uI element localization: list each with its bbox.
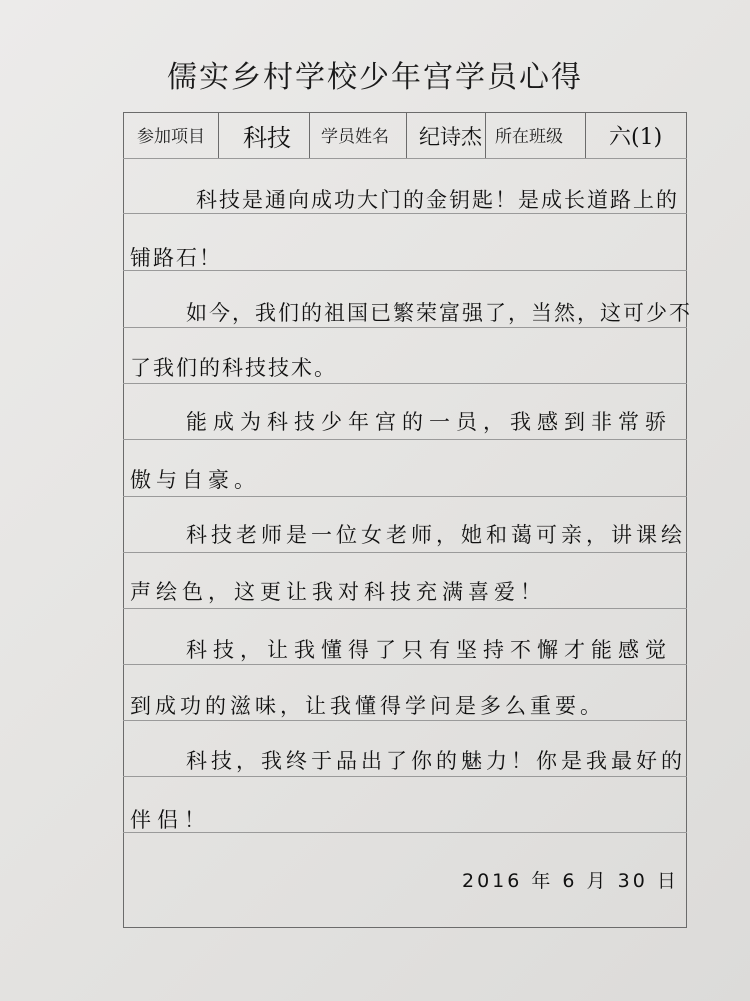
header-row: [123, 112, 685, 158]
header-divider: [585, 112, 586, 158]
ruled-line: [123, 608, 687, 609]
class-label: 所在班级: [495, 127, 563, 147]
project-label: 参加项目: [137, 127, 205, 147]
header-divider: [218, 112, 219, 158]
name-label: 学员姓名: [321, 127, 389, 147]
essay-date: 2016 年 6 月 30 日: [462, 870, 679, 892]
essay-line-10: 到成功的滋味，让我懂得学问是多么重要。: [130, 694, 605, 718]
ruled-line: [123, 383, 687, 384]
project-value: 科技: [243, 124, 291, 152]
ruled-line: [123, 158, 687, 159]
essay-line-6: 傲与自豪。: [130, 468, 260, 492]
ruled-line: [123, 720, 687, 721]
header-divider: [485, 112, 486, 158]
essay-line-3: 如今，我们的祖国已繁荣富强了，当然，这可少不: [186, 301, 692, 325]
ruled-line: [123, 439, 687, 440]
header-divider: [309, 112, 310, 158]
ruled-line: [123, 496, 687, 497]
essay-line-4: 了我们的科技技术。: [130, 356, 337, 380]
essay-line-9: 科技，让我懂得了只有坚持不懈才能感觉: [186, 638, 672, 662]
page-title: 儒实乡村学校少年宫学员心得: [167, 60, 583, 95]
essay-line-11: 科技，我终于品出了你的魅力！你是我最好的: [186, 749, 686, 773]
ruled-line: [123, 776, 687, 777]
ruled-line: [123, 327, 687, 328]
essay-line-12: 伴侣！: [130, 808, 211, 832]
essay-line-5: 能成为科技少年宫的一员，我感到非常骄: [186, 410, 672, 434]
essay-line-2: 铺路石！: [130, 246, 222, 270]
essay-line-7: 科技老师是一位女老师，她和蔼可亲，讲课绘: [186, 523, 686, 547]
ruled-line: [123, 664, 687, 665]
essay-line-8: 声绘色，这更让我对科技充满喜爱！: [130, 580, 546, 604]
header-divider: [406, 112, 407, 158]
name-value: 纪诗杰: [419, 125, 482, 149]
class-value: 六(1): [609, 125, 663, 150]
essay-line-1: 科技是通向成功大门的金钥匙！是成长道路上的: [196, 188, 679, 212]
ruled-line: [123, 552, 687, 553]
